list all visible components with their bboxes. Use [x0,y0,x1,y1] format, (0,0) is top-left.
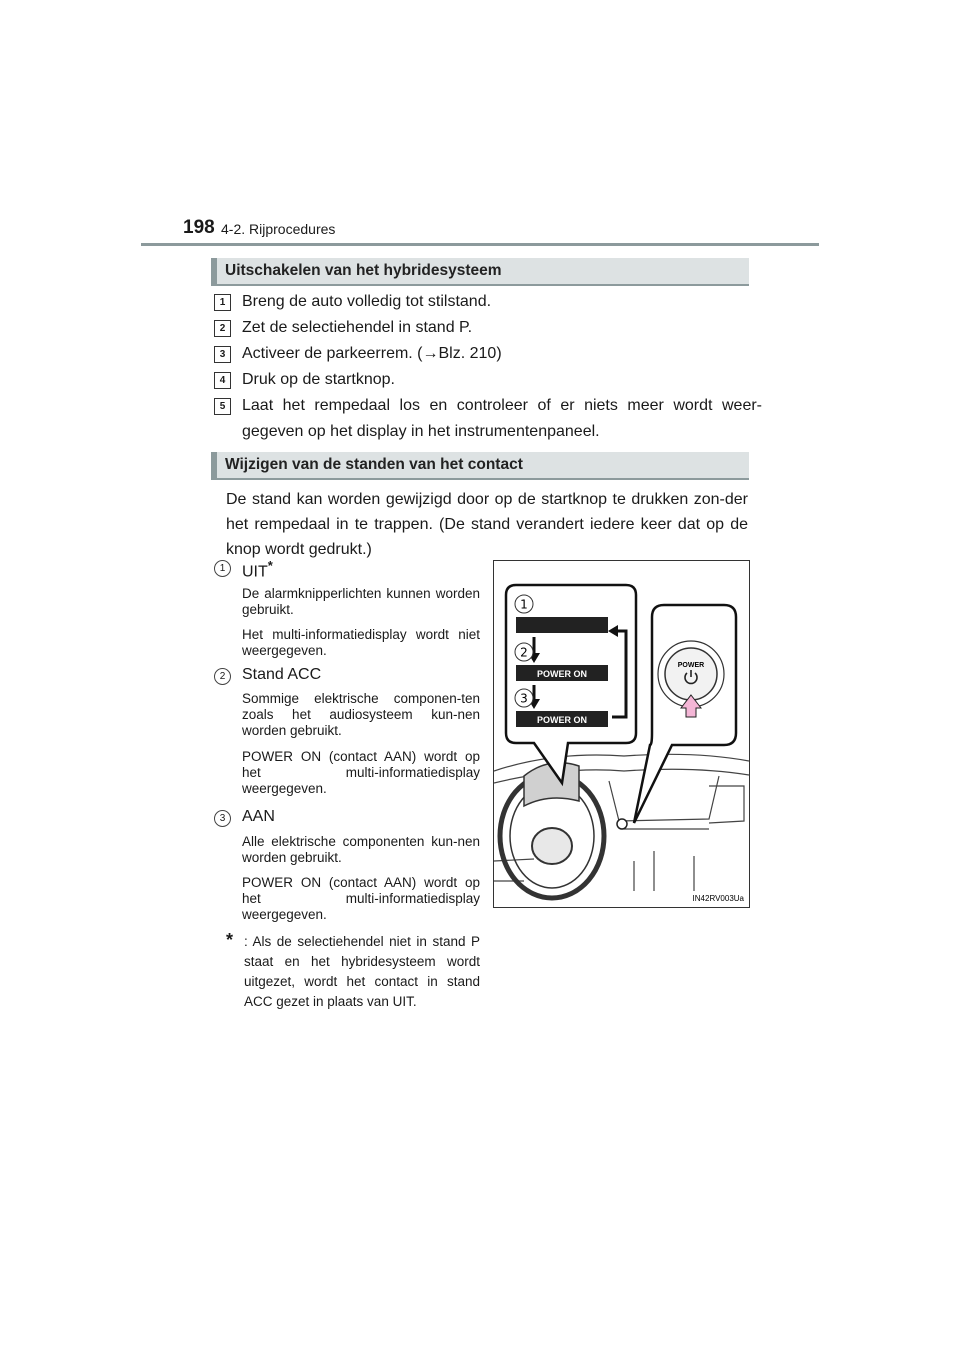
section-path: 4-2. Rijprocedures [221,221,336,237]
mode-label: UIT* [242,558,273,581]
footnote-text: : Als de selectiehendel niet in stand P staat en het hybridesysteem wordt uitgezet, wordt het contact in stand ACC gezet in plaats van UIT. [244,934,480,1009]
mode-label: Stand ACC [242,666,322,683]
mode-description: POWER ON (contact AAN) wordt op het multi-informatiedisplay weergegeven. [242,875,480,922]
mode-description: Alle elektrische componenten kun-nen worden gebruikt. [242,834,480,865]
footnote-mark: * [226,930,234,950]
mode-description: De alarmknipperlichten kunnen worden gebruikt. [242,586,480,617]
section-title: Uitschakelen van het hybridesysteem [225,262,502,279]
step-text: Laat het rempedaal los en controleer of er niets meer wordt weer-gegeven op het display in het instrumentenpaneel. [242,397,762,440]
step-number: 4 [214,372,231,389]
heading-bar [211,258,217,284]
power-button-location [617,819,627,829]
footnote-marker: * [267,558,273,573]
figure-code: IN42RV003Ua [692,894,744,903]
callout-number-2: 2 [520,645,528,660]
callout-number-1: 1 [520,597,528,612]
section-title: Wijzigen van de standen van het contact [225,456,523,473]
step-text: Breng de auto volledig tot stilstand. [242,293,492,310]
step-number: 2 [214,320,231,337]
mode-number: 3 [214,810,231,827]
display-label-power-on: POWER ON [536,715,588,725]
display-bar-off [516,617,608,633]
display-callout-box [506,585,636,783]
header-rule [141,243,819,246]
step-text: Druk op de startknop. [242,371,395,388]
mode-label: AAN [242,808,275,825]
step-text: Activeer de parkeerrem. (→Blz. 210) [242,345,502,362]
step-text: Zet de selectiehendel in stand P. [242,319,473,336]
mode-number: 1 [214,560,231,577]
dashboard-illustration [494,561,749,907]
heading-bar [211,452,217,478]
intro-paragraph: De stand kan worden gewijzigd door op de startknop te drukken zon-der het rempedaal in te trappen. (De stand verandert iedere keer dat op de knop wordt gedrukt.) [226,491,748,558]
mode-description: POWER ON (contact AAN) wordt op het multi-informatiedisplay weergegeven. [242,749,480,796]
step-number: 1 [214,294,231,311]
power-button-label: POWER [677,662,705,669]
button-callout-box [634,605,736,823]
step-number: 3 [214,346,231,363]
section-heading-shutdown [211,258,749,286]
section-heading-contact-modes [211,452,749,480]
mode-description: Sommige elektrische componen-ten zoals het audiosysteem kun-nen worden gebruikt. [242,691,480,738]
mode-number: 2 [214,668,231,685]
callout-number-3: 3 [520,691,528,706]
page-number: 198 [183,217,215,238]
display-label-power-on: POWER ON [536,669,588,679]
mode-description: Het multi-informatiedisplay wordt niet weergegeven. [242,627,480,658]
step-number: 5 [214,398,231,415]
power-button-figure [493,560,750,908]
